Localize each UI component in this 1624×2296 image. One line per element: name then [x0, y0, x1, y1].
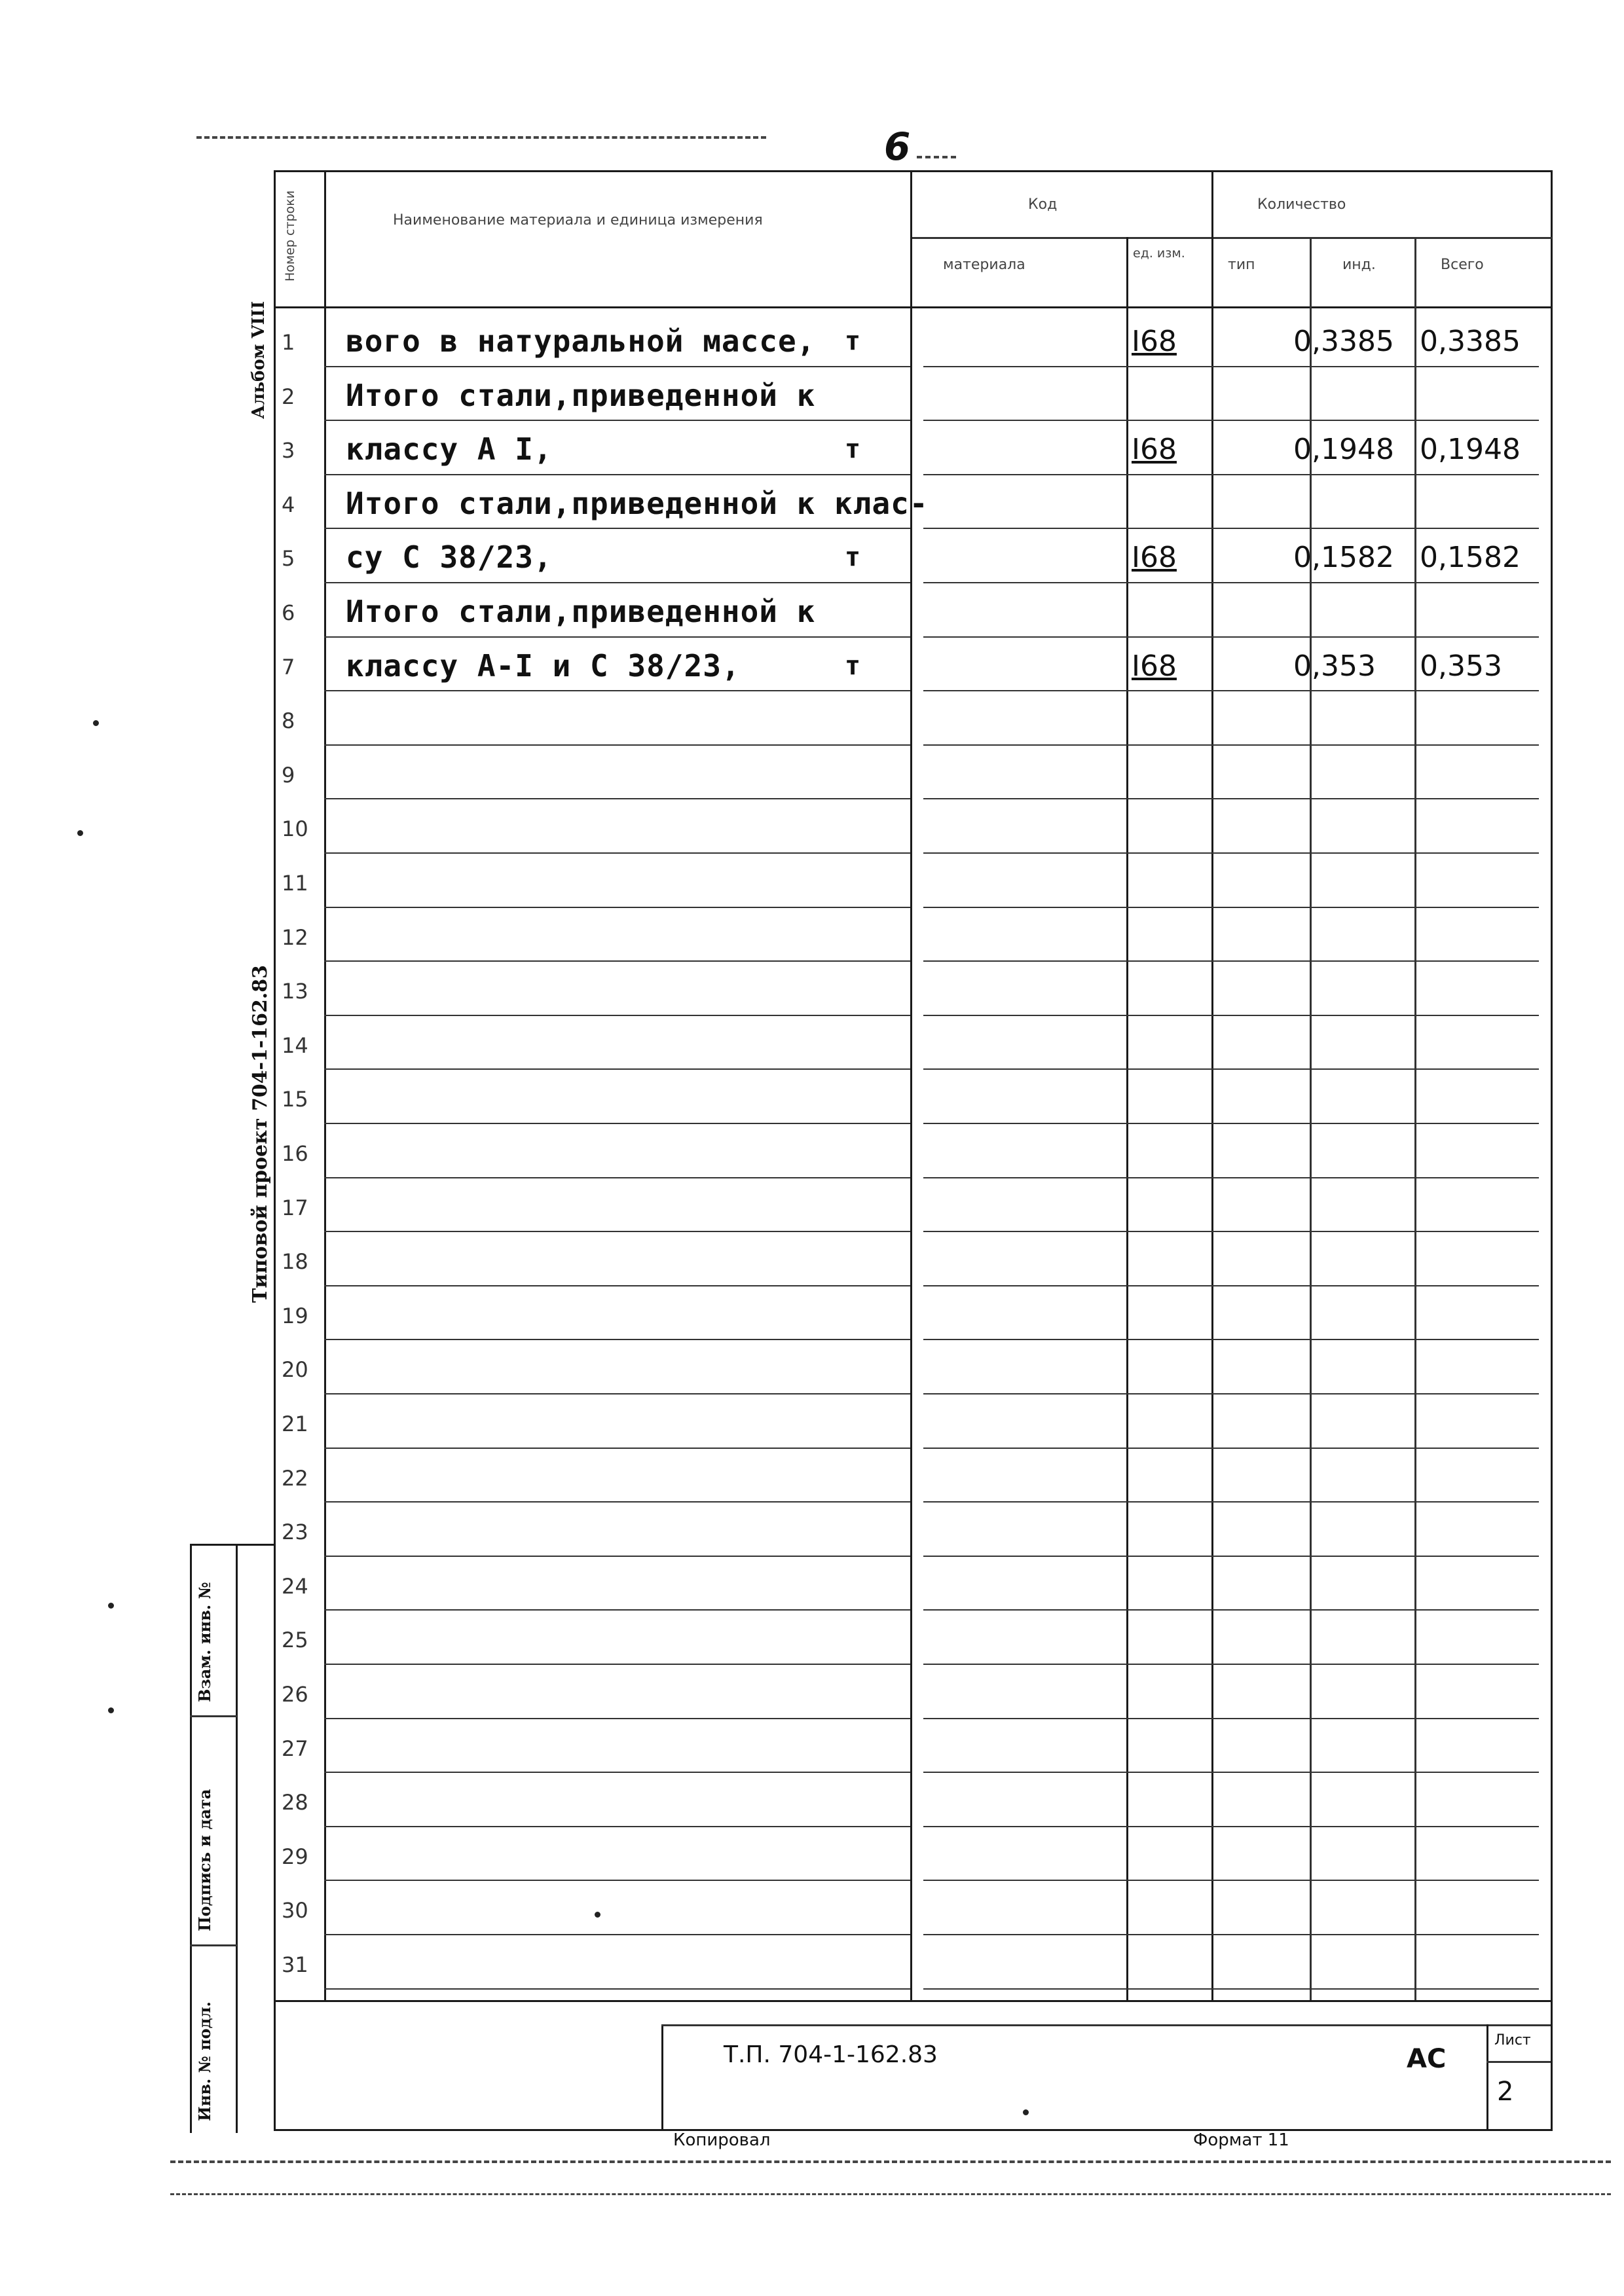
footer-format: Формат 11 — [1193, 2130, 1289, 2150]
page-number: 6 — [884, 124, 911, 169]
header-qty-total: Всего — [1441, 257, 1484, 273]
row-name: классу А-I и С 38/23, — [346, 648, 741, 683]
row-separator — [324, 907, 910, 908]
row-separator — [923, 1664, 1539, 1665]
header-code-unit: ед. изм. — [1133, 246, 1185, 261]
row-separator — [923, 582, 1539, 583]
scan-speck — [93, 720, 99, 726]
header-name-material: Наименование материала и единица измерения — [393, 212, 763, 228]
side-stamp-signature: Подпись и дата — [195, 1789, 214, 1931]
row-separator — [324, 690, 910, 691]
header-mid-line — [910, 237, 1552, 239]
frame-top — [274, 170, 1552, 172]
row-separator — [324, 1339, 910, 1340]
side-stamp-replace: Взам. инв. № — [195, 1582, 214, 1702]
row-number: 11 — [282, 871, 308, 896]
row-separator — [324, 1177, 910, 1178]
row-number: 2 — [282, 384, 295, 409]
row-name: вого в натуральной массе, — [346, 323, 816, 359]
header-qty-ch: инд. — [1342, 257, 1376, 273]
row-number: 25 — [282, 1628, 308, 1652]
row-number: 21 — [282, 1412, 308, 1436]
row-separator — [923, 528, 1539, 529]
row-name: Итого стали,приведенной к — [346, 378, 816, 413]
col-line-material — [1126, 237, 1128, 2000]
bottom-dashed-rule — [170, 2160, 1611, 2163]
row-number: 24 — [282, 1574, 308, 1599]
row-separator — [324, 798, 910, 799]
top-dashed-rule — [196, 136, 766, 139]
row-separator — [324, 1231, 910, 1232]
row-number: 12 — [282, 925, 308, 950]
row-number: 5 — [282, 546, 295, 571]
row-separator — [324, 1718, 910, 1719]
row-number: 17 — [282, 1195, 308, 1220]
row-separator — [324, 1123, 910, 1124]
row-qty-total: 0,1948 — [1420, 433, 1521, 466]
row-separator — [324, 1015, 910, 1016]
row-number: 18 — [282, 1249, 308, 1274]
title-block-top — [274, 2000, 1552, 2002]
row-separator — [923, 852, 1539, 854]
row-separator — [923, 960, 1539, 962]
header-row-number: Номер строки — [283, 190, 297, 282]
row-number: 20 — [282, 1357, 308, 1382]
row-separator — [923, 1123, 1539, 1124]
row-number: 26 — [282, 1682, 308, 1707]
row-separator — [324, 1068, 910, 1070]
row-code: I68 — [1132, 325, 1177, 358]
title-block-sheet-mid — [1486, 2061, 1551, 2063]
row-qty-total: 0,3385 — [1420, 325, 1521, 358]
row-number: 10 — [282, 816, 308, 841]
title-block-code-top — [661, 2024, 1551, 2026]
frame-right — [1551, 170, 1553, 2131]
side-strip-top — [190, 1544, 275, 1546]
row-separator — [324, 1501, 910, 1503]
row-separator — [324, 1393, 910, 1394]
row-number: 13 — [282, 979, 308, 1004]
row-number: 31 — [282, 1952, 308, 1977]
row-separator — [923, 1339, 1539, 1340]
row-number: 6 — [282, 600, 295, 625]
row-number: 15 — [282, 1087, 308, 1112]
row-separator — [324, 636, 910, 638]
row-number: 3 — [282, 438, 295, 463]
row-separator — [923, 1448, 1539, 1449]
sheet-number: 2 — [1497, 2077, 1514, 2107]
row-number: 22 — [282, 1466, 308, 1491]
row-separator — [923, 1772, 1539, 1773]
scan-speck — [595, 1912, 600, 1918]
col-line-ch — [1414, 237, 1416, 2000]
scan-speck — [108, 1603, 114, 1609]
header-code: Код — [1028, 196, 1058, 213]
row-separator — [324, 960, 910, 962]
row-code: I68 — [1132, 433, 1177, 466]
row-qty-ch: 0,3385 — [1293, 325, 1394, 358]
row-separator — [324, 744, 910, 746]
row-separator — [324, 1880, 910, 1881]
row-separator — [923, 474, 1539, 475]
row-name: Итого стали,приведенной к клас- — [346, 486, 929, 521]
title-block-mark: АС — [1407, 2044, 1447, 2074]
row-separator — [324, 1988, 910, 1990]
row-separator — [923, 744, 1539, 746]
row-code: I68 — [1132, 541, 1177, 574]
row-separator — [923, 1718, 1539, 1719]
row-separator — [923, 1826, 1539, 1827]
bottom-dashed-rule-2 — [170, 2193, 1611, 2195]
row-separator — [324, 1556, 910, 1557]
row-separator — [324, 582, 910, 583]
row-separator — [923, 1177, 1539, 1178]
frame-left — [274, 170, 276, 2131]
row-number: 28 — [282, 1790, 308, 1815]
row-unit: т — [845, 326, 861, 356]
row-separator — [923, 1988, 1539, 1990]
footer-copied: Копировал — [673, 2130, 771, 2150]
row-unit: т — [845, 542, 861, 572]
row-unit: т — [845, 651, 861, 681]
row-number: 9 — [282, 763, 295, 788]
frame-bottom — [274, 2129, 1552, 2131]
row-number: 19 — [282, 1303, 308, 1328]
row-separator — [923, 690, 1539, 691]
row-number: 29 — [282, 1844, 308, 1869]
row-number: 7 — [282, 655, 295, 680]
side-label-album: Альбом VIII — [249, 301, 268, 419]
row-qty-ch: 0,1948 — [1293, 433, 1394, 466]
row-unit: т — [845, 434, 861, 464]
row-qty-ch: 0,1582 — [1293, 541, 1394, 574]
row-number: 16 — [282, 1141, 308, 1166]
side-label-project: Типовой проект 704-1-162.83 — [249, 964, 272, 1303]
row-separator — [324, 1934, 910, 1935]
row-number: 8 — [282, 708, 295, 733]
row-name: Итого стали,приведенной к — [346, 594, 816, 629]
scan-speck — [77, 830, 83, 836]
row-separator — [324, 474, 910, 475]
row-separator — [923, 1609, 1539, 1611]
row-qty-total: 0,353 — [1420, 649, 1502, 683]
row-separator — [923, 1393, 1539, 1394]
row-separator — [324, 1285, 910, 1286]
sheet-label: Лист — [1494, 2032, 1531, 2049]
col-line-name — [910, 170, 912, 2000]
row-separator — [324, 1772, 910, 1773]
row-separator — [324, 528, 910, 529]
side-strip-div-2 — [190, 1944, 237, 1946]
row-separator — [923, 1501, 1539, 1503]
side-strip-div-1 — [190, 1715, 237, 1717]
row-separator — [923, 636, 1539, 638]
row-number: 23 — [282, 1520, 308, 1544]
col-line-type — [1310, 237, 1312, 2000]
side-strip-outer — [190, 1544, 192, 2133]
row-separator — [324, 852, 910, 854]
row-separator — [923, 798, 1539, 799]
title-block-sheet-left — [1486, 2024, 1488, 2130]
row-separator — [923, 1934, 1539, 1935]
header-bottom-line — [274, 306, 1552, 308]
row-separator — [324, 1609, 910, 1611]
row-separator — [324, 366, 910, 367]
row-qty-ch: 0,353 — [1293, 649, 1376, 683]
col-line-unit — [1211, 170, 1213, 2000]
top-dashed-rule-right — [917, 156, 956, 158]
title-block-code-left — [661, 2024, 663, 2130]
row-separator — [923, 420, 1539, 421]
row-separator — [923, 1231, 1539, 1232]
row-separator — [923, 1068, 1539, 1070]
side-strip-line — [236, 1544, 238, 2133]
title-block-code: Т.П. 704-1-162.83 — [724, 2041, 938, 2068]
row-code: I68 — [1132, 649, 1177, 683]
row-number: 14 — [282, 1033, 308, 1058]
scan-speck — [108, 1707, 114, 1713]
row-name: классу А I, — [346, 431, 553, 467]
side-stamp-inventory: Инв. № подл. — [195, 2001, 214, 2121]
row-separator — [923, 1285, 1539, 1286]
row-number: 1 — [282, 330, 295, 355]
header-quantity: Количество — [1257, 196, 1346, 213]
row-separator — [324, 1826, 910, 1827]
row-name: су С 38/23, — [346, 539, 553, 575]
row-separator — [923, 907, 1539, 908]
row-number: 4 — [282, 492, 295, 517]
scan-speck — [1023, 2109, 1029, 2115]
row-separator — [324, 420, 910, 421]
row-separator — [923, 1015, 1539, 1016]
row-separator — [923, 1556, 1539, 1557]
row-separator — [923, 366, 1539, 367]
row-qty-total: 0,1582 — [1420, 541, 1521, 574]
row-number: 27 — [282, 1736, 308, 1761]
header-code-material: материала — [943, 257, 1025, 273]
header-qty-type: тип — [1228, 257, 1255, 273]
row-separator — [324, 1448, 910, 1449]
row-number: 30 — [282, 1898, 308, 1923]
row-separator — [923, 1880, 1539, 1881]
row-separator — [324, 1664, 910, 1665]
